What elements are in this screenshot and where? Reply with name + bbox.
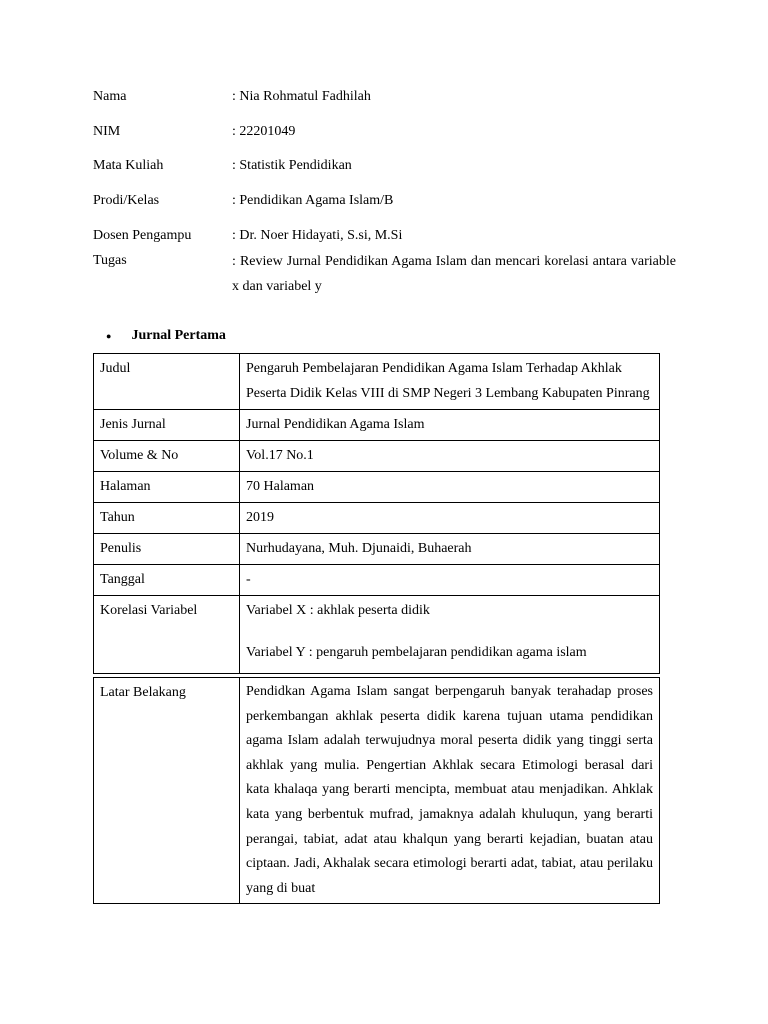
background-text: Pendidkan Agama Islam sangat berpengaruh banyak terahadap proses perkembangan akhlak peserta didik karena tujuan utama pendidikan agama Islam adalah terwujudnya moral peserta didik yang tinggi serta akhlak yang mulia. Pengertian Akhlak secara Etimologi berasal dari kata khalaqa yang berarti mencipta, membuat atau menjadikan. Ahklak kata yang berbentuk mufrad, jamaknya adalah khuluqun, yang berarti perangai, tabiat, adat atau khalqun yang berarti kejadian, buatan atau ciptaan. Jadi, Akhalak secara etimologi berarti adat, tabiat, atau perilaku yang di buat (240, 678, 660, 904)
table-cell-label: Jenis Jurnal (94, 410, 240, 441)
info-label: Mata Kuliah (93, 158, 164, 173)
table-row (94, 503, 660, 534)
table-row (94, 472, 660, 503)
info-value: : Statistik Pendidikan (232, 158, 352, 173)
info-label: Prodi/Kelas (93, 193, 160, 208)
table-cell-korelasi (240, 596, 660, 674)
table-row (94, 410, 660, 441)
table-row (94, 534, 660, 565)
table-row (94, 565, 660, 596)
bullet-icon: ● (106, 331, 112, 341)
info-row-nama (93, 87, 676, 107)
info-row-prodi-kelas (93, 191, 676, 211)
info-label: Dosen Pengampu (93, 228, 192, 243)
info-row-nim (93, 122, 676, 142)
table-cell-label: Korelasi Variabel (94, 596, 240, 674)
variable-x: Variabel X : akhlak peserta didik (246, 603, 430, 618)
table-cell-label: Penulis (94, 534, 240, 565)
background-table (93, 677, 660, 904)
variable-y: Variabel Y : pengaruh pembelajaran pendidikan agama islam (246, 645, 587, 660)
table-cell-value: 2019 (240, 503, 660, 534)
table-cell-label: Tahun (94, 503, 240, 534)
table-cell-value: Jurnal Pendidikan Agama Islam (240, 410, 660, 441)
info-row-mata-kuliah (93, 156, 676, 176)
table-row-korelasi (94, 596, 660, 674)
info-row-dosen (93, 226, 676, 246)
info-value: : 22201049 (232, 124, 296, 139)
info-row-tugas (93, 251, 676, 299)
table-cell-label: Volume & No (94, 441, 240, 472)
info-value: : Pendidikan Agama Islam/B (232, 193, 394, 208)
table-cell-value: 70 Halaman (240, 472, 660, 503)
info-value: : Review Jurnal Pendidikan Agama Islam dan mencari korelasi antara variable x dan variabel y (232, 254, 676, 294)
table-row (94, 678, 660, 904)
table-cell-label: Latar Belakang (94, 678, 240, 904)
info-label: NIM (93, 124, 121, 139)
table-cell-label: Judul (94, 354, 240, 410)
journal-table (93, 353, 660, 674)
info-value: : Nia Rohmatul Fadhilah (232, 89, 371, 104)
table-cell-value: Pengaruh Pembelajaran Pendidikan Agama Islam Terhadap Akhlak Peserta Didik Kelas VIII di SMP Negeri 3 Lembang Kabupaten Pinrang (240, 354, 660, 410)
table-cell-label: Halaman (94, 472, 240, 503)
info-label: Tugas (93, 253, 127, 268)
table-row (94, 441, 660, 472)
table-cell-label: Tanggal (94, 565, 240, 596)
table-cell-value: - (240, 565, 660, 596)
info-label: Nama (93, 89, 127, 104)
table-cell-value: Vol.17 No.1 (240, 441, 660, 472)
info-value: : Dr. Noer Hidayati, S.si, M.Si (232, 228, 403, 243)
table-cell-value: Nurhudayana, Muh. Djunaidi, Buhaerah (240, 534, 660, 565)
section-title: Jurnal Pertama (131, 328, 226, 343)
table-row (94, 354, 660, 410)
section-heading (106, 328, 226, 344)
